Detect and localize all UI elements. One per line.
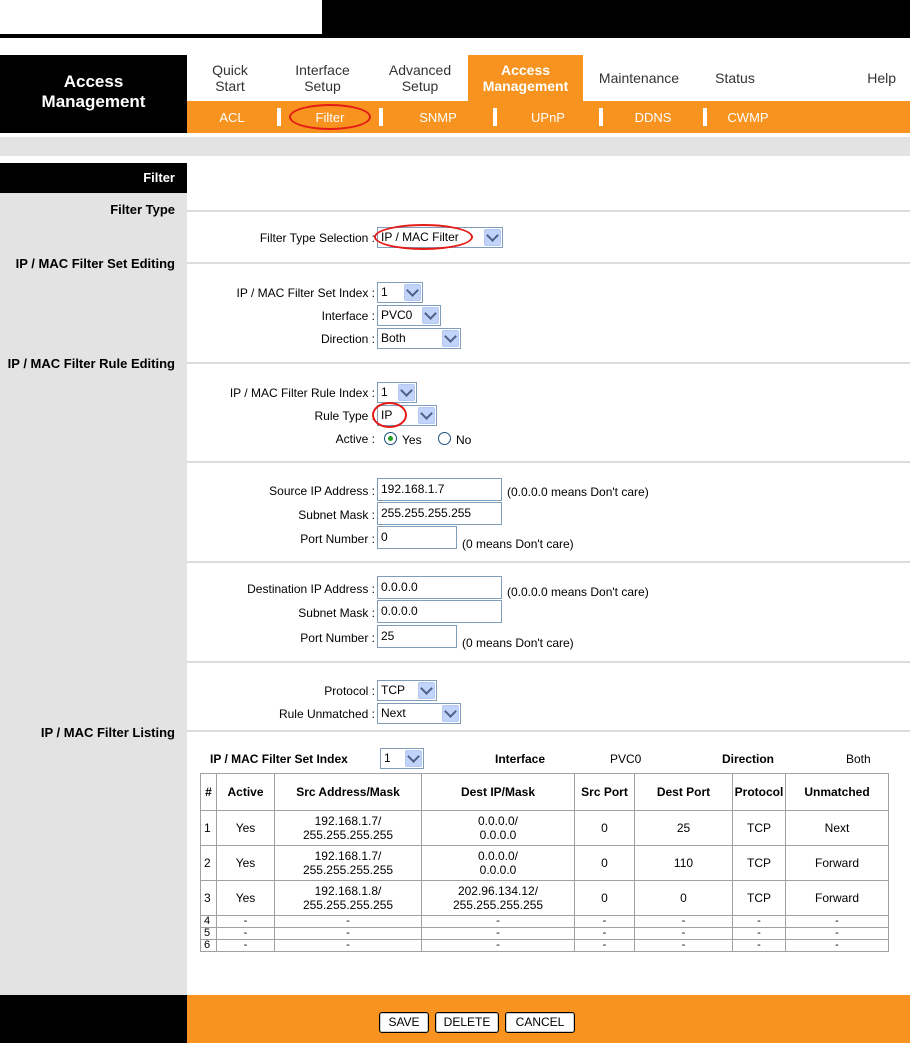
cell: - (786, 940, 889, 952)
cell: 0 (635, 881, 733, 916)
left-column (0, 163, 187, 995)
cell: - (422, 940, 575, 952)
main-nav (187, 55, 910, 101)
subnav-filter[interactable]: Filter (281, 101, 379, 133)
cell: - (422, 916, 575, 928)
table-row (201, 928, 889, 940)
divider (187, 362, 910, 364)
highlight-ellipse (289, 104, 371, 130)
rule-type-select[interactable]: IP (377, 405, 437, 426)
cell: - (217, 916, 275, 928)
protocol-label: Protocol : (324, 684, 375, 698)
cell: TCP (733, 811, 786, 846)
divider (187, 262, 910, 264)
save-button[interactable]: SAVE (379, 1012, 429, 1033)
footer-left (0, 995, 187, 1043)
active-label: Active : (335, 432, 375, 446)
unmatched-label: Rule Unmatched : (278, 707, 375, 721)
cell: 202.96.134.12/ 255.255.255.255 (422, 881, 575, 916)
top-bar-white-panel (0, 0, 322, 36)
section-label-listing: IP / MAC Filter Listing (40, 725, 175, 740)
cell: - (275, 916, 422, 928)
filter-type-select[interactable]: IP / MAC Filter (377, 227, 503, 248)
source-ip-hint: (0.0.0.0 means Don't care) (507, 485, 649, 499)
dest-port-label: Port Number : (300, 631, 375, 645)
cell: TCP (733, 846, 786, 881)
table-row (201, 916, 889, 928)
section-label-rule-editing: IP / MAC Filter Rule Editing (7, 356, 175, 371)
subnav-cwmp[interactable]: CWMP (727, 109, 769, 125)
dest-port-input[interactable]: 25 (377, 625, 457, 648)
nav-status[interactable]: Status (715, 70, 755, 86)
cell: 0.0.0.0/ 0.0.0.0 (422, 846, 575, 881)
section-header-filter: Filter (0, 163, 187, 193)
chevron-down-icon (404, 284, 421, 301)
column-header: Src Port (575, 774, 635, 811)
cell: - (575, 940, 635, 952)
cell: Yes (217, 811, 275, 846)
cell: 0 (575, 846, 635, 881)
column-header: # (201, 774, 217, 811)
page-title (0, 55, 187, 133)
cell: Next (786, 811, 889, 846)
active-yes-label: Yes (402, 433, 422, 447)
table-row (201, 846, 889, 881)
nav-quick-start[interactable]: Quick Start (212, 62, 248, 94)
column-header: Protocol (733, 774, 786, 811)
rule-index-select[interactable]: 1 (377, 382, 417, 403)
listing-header (200, 748, 888, 772)
nav-interface-setup[interactable]: Interface Setup (295, 62, 350, 94)
cell: - (635, 928, 733, 940)
cell: - (217, 928, 275, 940)
cell: 2 (201, 846, 217, 881)
cell: - (422, 928, 575, 940)
chevron-down-icon (442, 705, 459, 722)
cell: - (635, 940, 733, 952)
chevron-down-icon (398, 384, 415, 401)
cell: Forward (786, 881, 889, 916)
subnav-snmp[interactable]: SNMP (419, 109, 457, 125)
cell: - (733, 916, 786, 928)
subnav-ddns[interactable]: DDNS (634, 109, 672, 125)
listing-interface-label: Interface (495, 752, 546, 766)
interface-label: Interface : (321, 309, 375, 323)
rule-type-label: Rule Type : (314, 409, 375, 423)
subnav-upnp[interactable]: UPnP (531, 109, 565, 125)
cell: 5 (201, 928, 217, 940)
cell: 110 (635, 846, 733, 881)
spacer-band (0, 133, 910, 163)
cancel-button[interactable]: CANCEL (505, 1012, 575, 1033)
listing-direction-value: Both (846, 752, 871, 766)
cell: 0.0.0.0/ 0.0.0.0 (422, 811, 575, 846)
chevron-down-icon (484, 229, 501, 246)
cell: 192.168.1.7/ 255.255.255.255 (275, 846, 422, 881)
highlight-ellipse (372, 402, 407, 428)
listing-direction-label: Direction (722, 752, 775, 766)
column-header: Dest Port (635, 774, 733, 811)
highlight-ellipse (374, 224, 473, 250)
cell: - (575, 928, 635, 940)
dest-ip-input[interactable]: 0.0.0.0 (377, 576, 502, 599)
filter-type-label: Filter Type Selection : (259, 231, 375, 245)
direction-select[interactable]: Both (377, 328, 461, 349)
active-no-label: No (456, 433, 472, 447)
cell: - (217, 940, 275, 952)
cell: 1 (201, 811, 217, 846)
cell: Forward (786, 846, 889, 881)
cell: - (275, 928, 422, 940)
cell: 0 (575, 881, 635, 916)
filter-listing-table (200, 773, 889, 952)
cell: - (786, 916, 889, 928)
divider (187, 461, 910, 463)
direction-label: Direction : (320, 332, 375, 346)
interface-select[interactable]: PVC0 (377, 305, 441, 326)
cell: - (733, 928, 786, 940)
cell: - (786, 928, 889, 940)
unmatched-select[interactable]: Next (377, 703, 461, 724)
chevron-down-icon (418, 407, 435, 424)
column-header: Src Address/Mask (275, 774, 422, 811)
dest-mask-input[interactable]: 0.0.0.0 (377, 600, 502, 623)
listing-interface-value: PVC0 (610, 752, 642, 766)
column-header: Dest IP/Mask (422, 774, 575, 811)
dest-ip-label: Destination IP Address : (247, 582, 375, 596)
cell: 3 (201, 881, 217, 916)
divider (187, 561, 910, 563)
top-bar (0, 0, 910, 38)
chevron-down-icon (418, 682, 435, 699)
page-title-line1: Access (63, 72, 124, 91)
chevron-down-icon (405, 750, 422, 767)
page-title-line2: Management (41, 92, 146, 111)
cell: 4 (201, 916, 217, 928)
rule-index-label: IP / MAC Filter Rule Index : (229, 386, 375, 400)
dest-mask-label: Subnet Mask : (298, 606, 375, 620)
source-ip-input[interactable]: 192.168.1.7 (377, 478, 502, 501)
cell: Yes (217, 881, 275, 916)
active-no-radio[interactable] (438, 432, 451, 445)
section-label-set-editing: IP / MAC Filter Set Editing (15, 256, 175, 271)
divider (187, 730, 910, 732)
table-row (201, 811, 889, 846)
source-ip-label: Source IP Address : (269, 484, 375, 498)
dest-port-hint: (0 means Don't care) (462, 636, 574, 650)
cell: Yes (217, 846, 275, 881)
cell: 192.168.1.8/ 255.255.255.255 (275, 881, 422, 916)
nav-maintenance[interactable]: Maintenance (598, 70, 680, 86)
table-row (201, 881, 889, 916)
cell: 0 (575, 811, 635, 846)
cell: - (733, 940, 786, 952)
cell: 25 (635, 811, 733, 846)
cell: TCP (733, 881, 786, 916)
cell: 6 (201, 940, 217, 952)
set-index-label: IP / MAC Filter Set Index : (236, 286, 375, 300)
delete-button[interactable]: DELETE (435, 1012, 499, 1033)
column-header: Unmatched (786, 774, 889, 811)
cell: - (575, 916, 635, 928)
table-row (201, 940, 889, 952)
source-mask-label: Subnet Mask : (298, 508, 375, 522)
divider (187, 210, 910, 212)
cell: - (635, 916, 733, 928)
subnav-acl[interactable]: ACL (219, 109, 245, 125)
source-mask-input[interactable]: 255.255.255.255 (377, 502, 502, 525)
sub-nav (187, 101, 910, 133)
table-header-row (201, 774, 889, 811)
divider (187, 661, 910, 663)
set-index-select[interactable]: 1 (377, 282, 423, 303)
listing-set-index-select[interactable]: 1 (380, 748, 424, 769)
section-label-filter-type: Filter Type (110, 202, 175, 217)
nav-help[interactable]: Help (867, 70, 896, 86)
source-port-input[interactable]: 0 (377, 526, 457, 549)
protocol-select[interactable]: TCP (377, 680, 437, 701)
nav-access-management[interactable]: Access Management (468, 55, 583, 101)
listing-set-index-label: IP / MAC Filter Set Index (210, 752, 348, 766)
dest-ip-hint: (0.0.0.0 means Don't care) (507, 585, 649, 599)
source-port-hint: (0 means Don't care) (462, 537, 574, 551)
column-header: Active (217, 774, 275, 811)
active-yes-radio[interactable] (384, 432, 397, 445)
cell: 192.168.1.7/ 255.255.255.255 (275, 811, 422, 846)
chevron-down-icon (442, 330, 459, 347)
cell: - (275, 940, 422, 952)
chevron-down-icon (422, 307, 439, 324)
source-port-label: Port Number : (300, 532, 375, 546)
nav-advanced-setup[interactable]: Advanced Setup (388, 62, 452, 94)
